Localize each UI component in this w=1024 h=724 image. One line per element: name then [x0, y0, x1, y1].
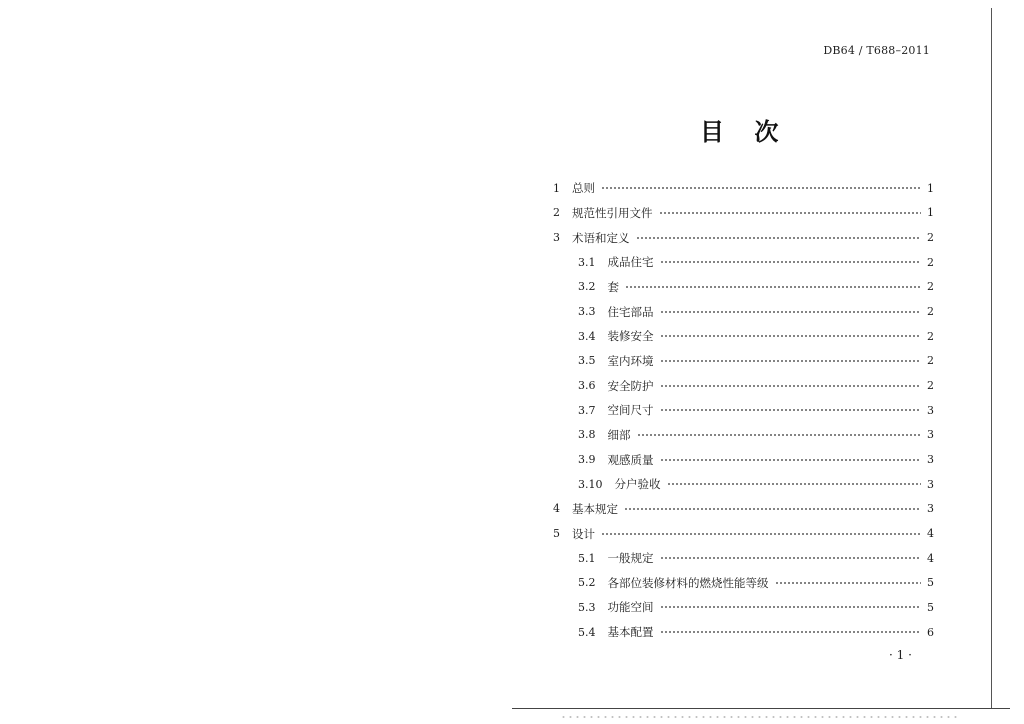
toc-entry-page: 6 — [927, 625, 934, 639]
toc-entry-5 — [550, 521, 934, 546]
toc-entry-page: 4 — [927, 527, 934, 541]
toc-entry-title: 成品住宅 — [607, 255, 654, 270]
document-code: DB64 / T688–2011 — [823, 44, 930, 57]
toc-entry-title: 套 — [607, 279, 619, 294]
toc-entry-title: 空间尺寸 — [607, 403, 654, 418]
toc-entry-3-2 — [550, 275, 934, 300]
toc-entry-5-2 — [550, 571, 934, 596]
table-of-contents — [550, 176, 934, 644]
toc-leader-dots — [660, 408, 922, 412]
toc-entry-3-1 — [550, 250, 934, 275]
toc-entry-page: 2 — [927, 280, 934, 294]
toc-entry-page: 1 — [927, 181, 934, 195]
toc-entry-page: 2 — [927, 354, 934, 368]
toc-entry-2 — [550, 201, 934, 226]
toc-entry-title: 功能空间 — [607, 600, 654, 615]
toc-leader-dots — [660, 384, 922, 388]
toc-entry-5-1 — [550, 546, 934, 571]
toc-entry-page: 5 — [927, 600, 934, 614]
toc-entry-number: 3.3 — [578, 305, 596, 319]
toc-entry-title: 总则 — [572, 181, 595, 196]
toc-entry-title: 设计 — [572, 526, 595, 541]
toc-leader-dots — [660, 359, 922, 363]
toc-entry-page: 5 — [927, 576, 934, 590]
scan-bottom-strip — [560, 716, 960, 718]
toc-entry-title: 各部位装修材料的燃烧性能等级 — [607, 575, 769, 590]
toc-leader-dots — [660, 334, 922, 338]
toc-entry-number: 5 — [553, 527, 560, 541]
toc-leader-dots — [624, 507, 921, 511]
toc-entry-page: 3 — [927, 477, 934, 491]
toc-entry-number: 3.5 — [578, 354, 596, 368]
toc-leader-dots — [660, 630, 922, 634]
toc-leader-dots — [659, 211, 922, 215]
toc-entry-title: 基本规定 — [572, 501, 618, 516]
toc-entry-3 — [550, 225, 934, 250]
toc-leader-dots — [660, 458, 922, 462]
toc-leader-dots — [625, 285, 921, 289]
toc-leader-dots — [601, 532, 921, 536]
toc-entry-number: 1 — [553, 181, 560, 195]
toc-entry-number: 3.6 — [578, 379, 596, 393]
page-title: 目 次 — [700, 117, 779, 146]
toc-entry-title: 细部 — [607, 427, 631, 442]
toc-entry-title: 术语和定义 — [572, 230, 630, 245]
toc-entry-3-6 — [550, 373, 934, 398]
toc-entry-page: 2 — [927, 255, 934, 269]
toc-entry-number: 3.1 — [578, 255, 596, 269]
toc-entry-number: 3.2 — [578, 280, 596, 294]
toc-entry-number: 2 — [553, 206, 560, 220]
toc-entry-number: 3.7 — [578, 403, 596, 417]
toc-entry-number: 5.2 — [578, 576, 596, 590]
toc-entry-4 — [550, 497, 934, 522]
toc-entry-number: 5.4 — [578, 625, 596, 639]
toc-leader-dots — [775, 581, 922, 585]
toc-entry-number: 3.9 — [578, 453, 596, 467]
toc-entry-3-9 — [550, 447, 934, 472]
toc-leader-dots — [660, 605, 922, 609]
toc-entry-number: 5.1 — [578, 551, 596, 565]
toc-leader-dots — [667, 482, 922, 486]
toc-entry-title: 一般规定 — [607, 551, 654, 566]
toc-entry-3-5 — [550, 349, 934, 374]
toc-leader-dots — [636, 236, 922, 240]
scan-edge-vertical-line — [991, 8, 992, 708]
toc-entry-3-7 — [550, 398, 934, 423]
toc-entry-title: 室内环境 — [607, 353, 654, 368]
toc-entry-3-4 — [550, 324, 934, 349]
toc-entry-3-3 — [550, 299, 934, 324]
toc-entry-number: 4 — [553, 502, 560, 516]
toc-leader-dots — [637, 433, 922, 437]
toc-entry-5-3 — [550, 595, 934, 620]
toc-entry-title: 分户验收 — [614, 477, 661, 492]
toc-entry-title: 住宅部品 — [607, 304, 654, 319]
toc-leader-dots — [660, 556, 922, 560]
toc-entry-page: 3 — [927, 403, 934, 417]
toc-entry-5-4 — [550, 620, 934, 645]
toc-entry-title: 规范性引用文件 — [572, 205, 653, 220]
toc-entry-number: 5.3 — [578, 600, 596, 614]
toc-entry-page: 2 — [927, 379, 934, 393]
toc-entry-page: 3 — [927, 453, 934, 467]
toc-entry-page: 2 — [927, 305, 934, 319]
toc-entry-page: 2 — [927, 231, 934, 245]
toc-entry-page: 2 — [927, 329, 934, 343]
toc-leader-dots — [660, 260, 922, 264]
toc-entry-3-10 — [550, 472, 934, 497]
scan-edge-horizontal-line — [512, 708, 1010, 709]
toc-entry-1 — [550, 176, 934, 201]
toc-entry-page: 3 — [927, 428, 934, 442]
toc-entry-page: 4 — [927, 551, 934, 565]
toc-entry-number: 3.10 — [578, 477, 603, 491]
toc-entry-3-8 — [550, 423, 934, 448]
page-number: · 1 · — [889, 648, 912, 662]
toc-entry-number: 3.4 — [578, 329, 596, 343]
toc-entry-title: 观感质量 — [607, 452, 654, 467]
toc-leader-dots — [601, 186, 921, 190]
toc-entry-page: 1 — [927, 206, 934, 220]
toc-entry-number: 3 — [553, 231, 560, 245]
toc-entry-title: 安全防护 — [607, 378, 654, 393]
toc-leader-dots — [660, 310, 922, 314]
toc-entry-title: 装修安全 — [607, 329, 654, 344]
toc-entry-number: 3.8 — [578, 428, 596, 442]
toc-entry-title: 基本配置 — [607, 625, 654, 640]
toc-entry-page: 3 — [927, 502, 934, 516]
